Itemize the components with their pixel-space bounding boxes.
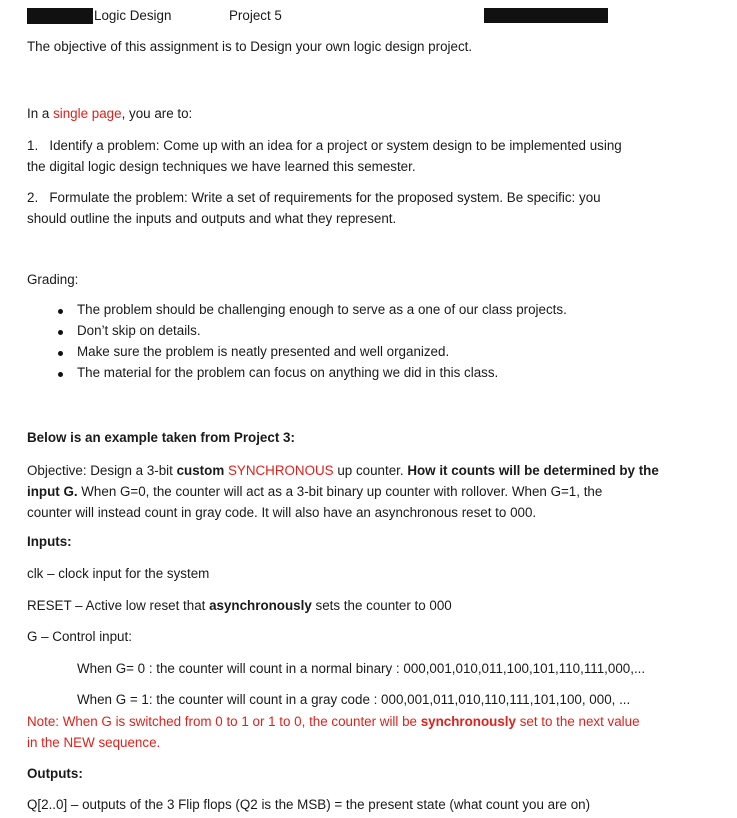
grading-title: Grading:	[27, 272, 79, 287]
outputs-title: Outputs:	[27, 766, 83, 781]
redacted-block-right	[484, 8, 608, 23]
g-control-input: G – Control input:	[27, 629, 132, 644]
bullet-icon	[58, 330, 63, 335]
clk-input: clk – clock input for the system	[27, 566, 210, 581]
assignment-objective: The objective of this assignment is to Design your own logic design project.	[27, 39, 473, 54]
bullet-icon	[58, 372, 63, 377]
bullet-icon	[58, 309, 63, 314]
intro-line: In a single page, you are to:	[27, 106, 193, 121]
bullet-icon	[58, 351, 63, 356]
note: Note: When G is switched from 0 to 1 or 1 to 0, the counter will be synchronously set to the next value in the NEW sequence.	[27, 714, 640, 750]
when-g0-line: When G= 0 : the counter will count in a normal binary : 000,001,010,011,100,101,110,111,000,...	[77, 661, 646, 676]
when-g1-line: When G = 1: the counter will count in a gray code : 000,001,011,010,110,111,101,100, 000, ...	[77, 692, 631, 707]
task-item: 2. Formulate the problem: Write a set of requirements for the proposed system. Be specific: you should outline the inputs and outputs and what they represent.	[27, 190, 601, 226]
grading-item: The material for the problem can focus on anything we did in this class.	[77, 365, 499, 380]
single-page-highlight: single page	[53, 106, 122, 121]
example-objective: Objective: Design a 3-bit custom SYNCHRONOUS up counter. How it counts will be determined by the input G. When G=0, the counter will act as a 3-bit binary up counter with rollover. When G=1, the counter will instead count in gray code. It will also have an asynchronous reset to 000.	[27, 463, 659, 520]
project-label: Project 5	[229, 8, 282, 23]
grading-item: Make sure the problem is neatly presented and well organized.	[77, 344, 450, 359]
example-heading: Below is an example taken from Project 3:	[27, 430, 295, 445]
reset-input: RESET – Active low reset that asynchronously sets the counter to 000	[27, 598, 452, 613]
redacted-block-left	[27, 8, 93, 24]
grading-item: The problem should be challenging enough to serve as a one of our class projects.	[77, 302, 567, 317]
task-item: 1. Identify a problem: Come up with an idea for a project or system design to be implemented using the digital logic design techniques we have learned this semester.	[27, 138, 622, 174]
grading-item: Don’t skip on details.	[77, 323, 201, 338]
inputs-title: Inputs:	[27, 534, 72, 549]
course-name: Logic Design	[94, 8, 172, 23]
outputs-line: Q[2..0] – outputs of the 3 Flip flops (Q2 is the MSB) = the present state (what count you are on)	[27, 797, 591, 812]
